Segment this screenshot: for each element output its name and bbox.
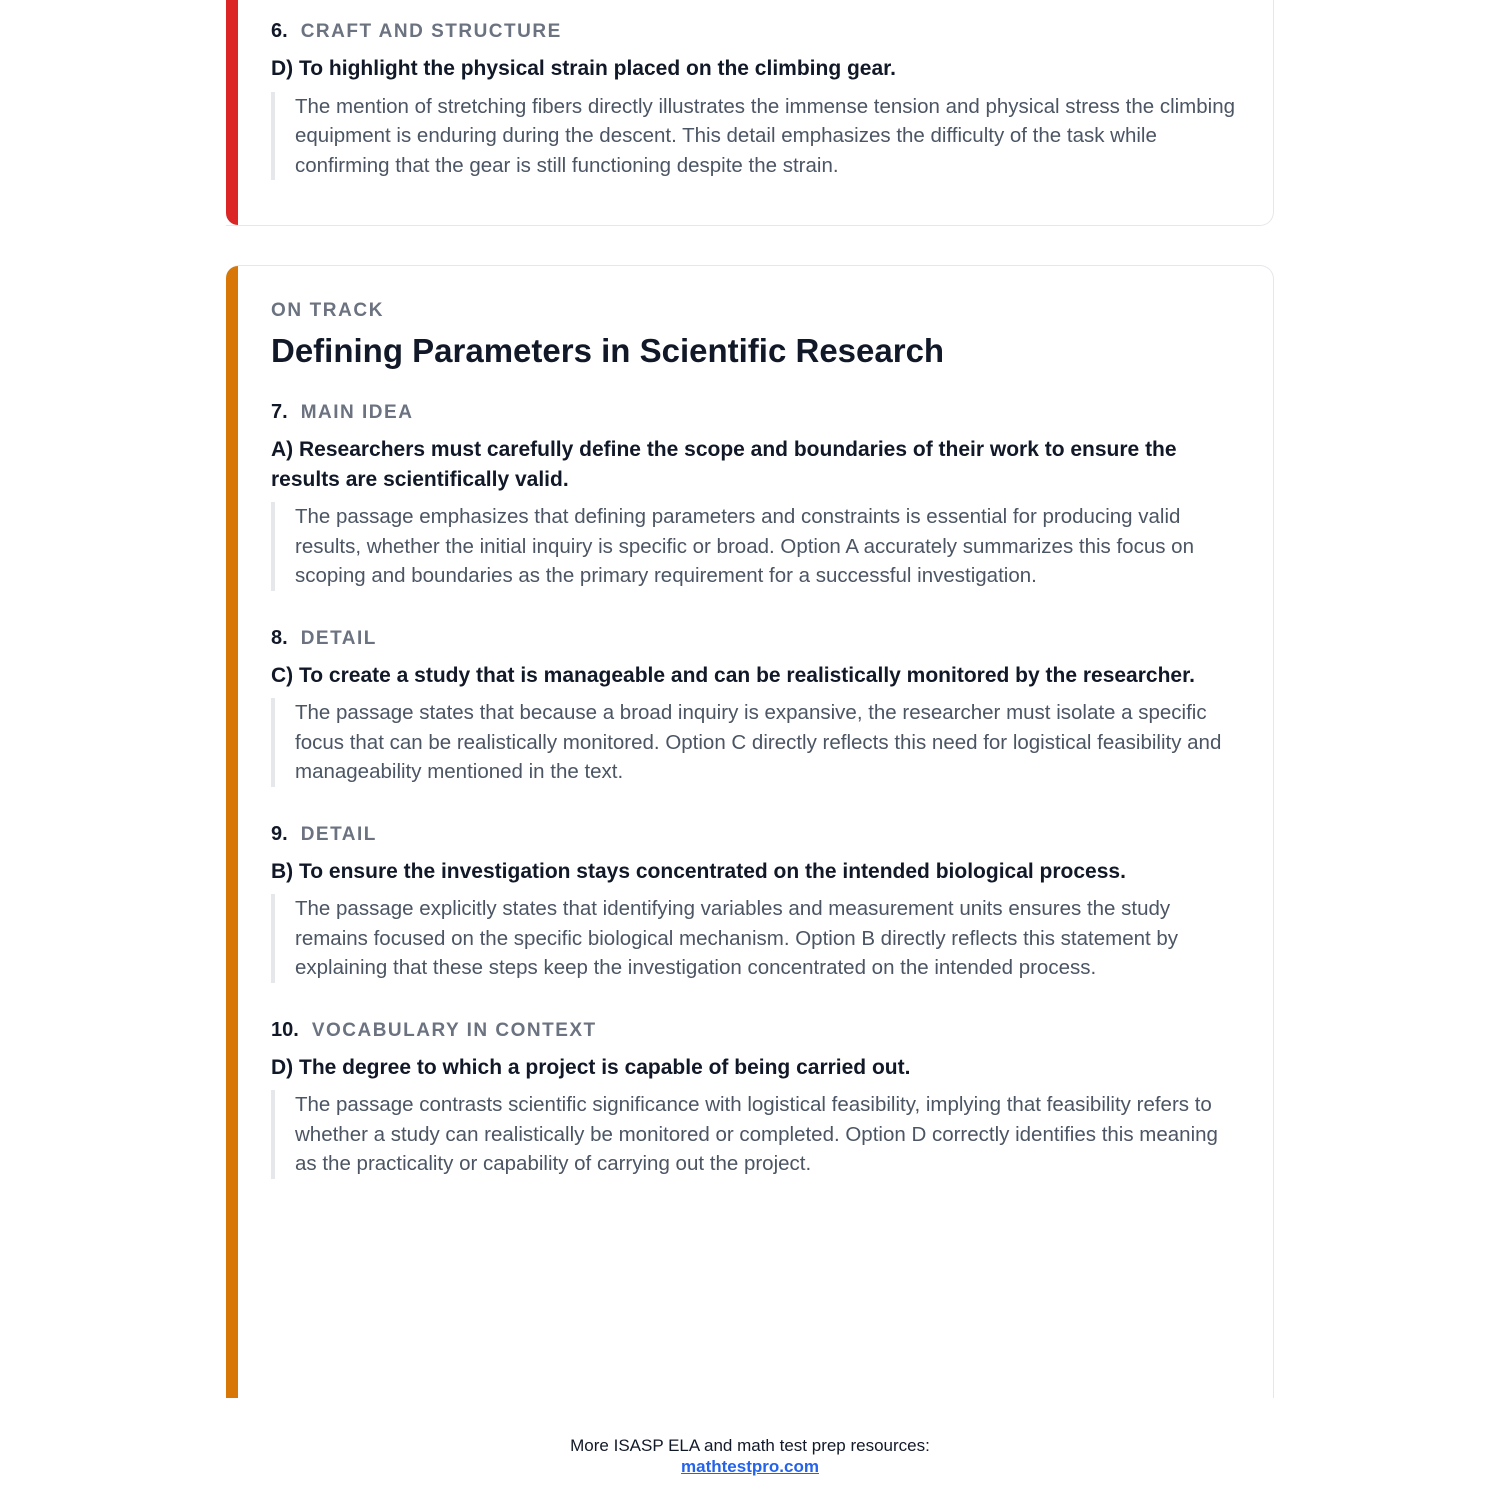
- footer: [0, 1435, 1500, 1477]
- question-number: 6.: [271, 20, 288, 42]
- results-card-on-track: [226, 265, 1274, 1398]
- question-item: [271, 625, 1235, 787]
- correct-answer: A) Researchers must carefully define the scope and boundaries of their work to ensure the results are scientifically valid.: [271, 438, 1177, 491]
- footer-text: More ISASP ELA and math test prep resources:: [570, 1436, 930, 1455]
- question-header: [271, 821, 1235, 848]
- question-category: DETAIL: [300, 627, 377, 649]
- question-item: [271, 18, 1235, 180]
- question-item: [271, 821, 1235, 983]
- correct-answer: D) The degree to which a project is capable of being carried out.: [271, 1055, 911, 1079]
- question-number: 10.: [271, 1018, 299, 1041]
- question-item: [271, 1017, 1235, 1179]
- question-header: [271, 1017, 1235, 1044]
- card-accent-bar-orange: [226, 266, 238, 1398]
- answer-explanation: The passage states that because a broad inquiry is expansive, the researcher must isolate a specific focus that can be realistically monitored. Option C directly reflects this need for logistical feasibility and manageability mentioned in the text.: [271, 698, 1235, 787]
- question-category: MAIN IDEA: [300, 402, 414, 423]
- question-number: 7.: [271, 401, 288, 423]
- correct-answer: C) To create a study that is manageable and can be realistically monitored by the researcher.: [271, 663, 1195, 687]
- question-category: DETAIL: [300, 823, 377, 845]
- results-card-needs-work: [226, 0, 1274, 226]
- question-header: [271, 399, 1235, 426]
- footer-link[interactable]: mathtestpro.com: [681, 1457, 819, 1476]
- question-item: [271, 399, 1235, 591]
- correct-answer: D) To highlight the physical strain placed on the climbing gear.: [271, 57, 897, 80]
- question-number: 8.: [271, 626, 288, 649]
- question-header: [271, 18, 1235, 45]
- correct-answer: B) To ensure the investigation stays concentrated on the intended biological process.: [271, 859, 1126, 883]
- passage-title: Defining Parameters in Scientific Research: [271, 332, 945, 369]
- question-header: [271, 625, 1235, 652]
- card-accent-bar-red: [226, 0, 238, 225]
- card-body: [271, 18, 1235, 214]
- card-body: [271, 299, 1235, 1213]
- question-category: VOCABULARY IN CONTEXT: [311, 1019, 597, 1041]
- question-category: CRAFT AND STRUCTURE: [300, 21, 562, 42]
- answer-explanation: The passage explicitly states that identifying variables and measurement units ensures the study remains focused on the specific biological mechanism. Option B directly reflects this statement by explaining that these steps keep the investigation concentrated on the intended process.: [271, 894, 1235, 983]
- status-label: ON TRACK: [271, 300, 385, 321]
- answer-explanation: The mention of stretching fibers directly illustrates the immense tension and physical stress the climbing equipment is enduring during the descent. This detail emphasizes the difficulty of the task while confirming that the gear is still functioning despite the strain.: [271, 92, 1235, 181]
- answer-explanation: The passage contrasts scientific significance with logistical feasibility, implying that feasibility refers to whether a study can realistically be monitored or completed. Option D correctly identifies this meaning as the practicality or capability of carrying out the project.: [271, 1090, 1235, 1179]
- answer-explanation: The passage emphasizes that defining parameters and constraints is essential for producing valid results, whether the initial inquiry is specific or broad. Option A accurately summarizes this focus on scoping and boundaries as the primary requirement for a successful investigation.: [271, 502, 1235, 591]
- question-number: 9.: [271, 822, 288, 845]
